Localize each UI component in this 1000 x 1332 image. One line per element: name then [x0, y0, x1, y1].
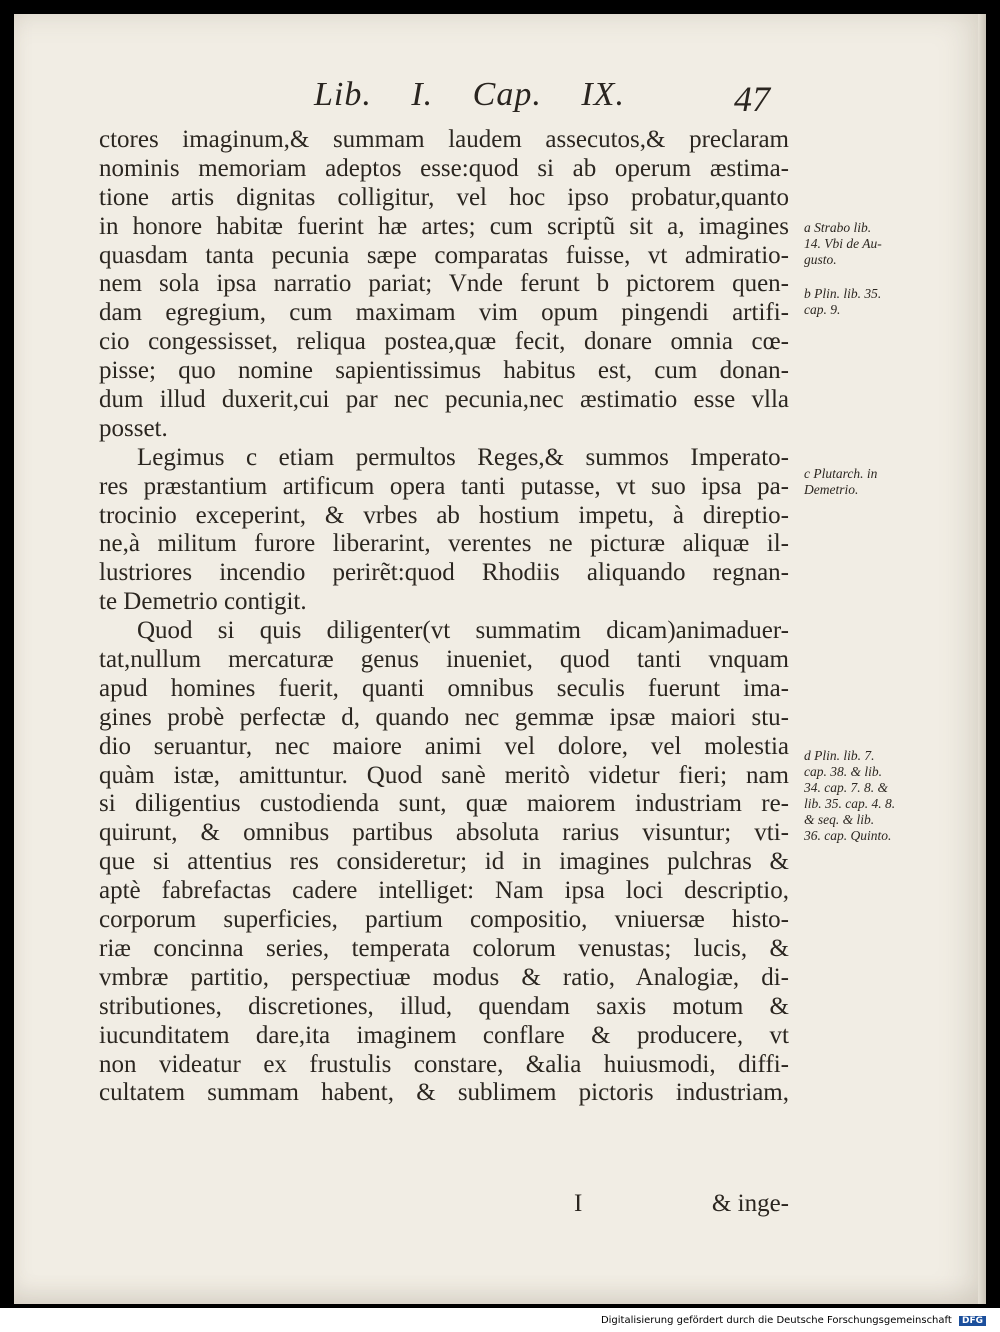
catchword: & inge-: [711, 1190, 789, 1217]
running-head: Lib. I. Cap. IX.: [314, 76, 625, 113]
funding-credit: [597, 1314, 990, 1327]
marginal-note-line: & seq. & lib.: [804, 812, 875, 827]
text-line: aptè fabrefactas cadere intelliget: Nam ipsa loci descriptio,: [99, 877, 789, 905]
text-line: cultatem summam habent, & sublimem pictoris industriam,: [99, 1079, 789, 1107]
text-line: tione artis dignitas colligitur, vel hoc ipso probatur,quanto: [99, 183, 789, 211]
text-line: dum illud duxerit,cui par nec pecunia,nec æstimatio esse vlla: [99, 386, 789, 414]
page-footer: [99, 1190, 789, 1220]
marginal-note-line: lib. 35. cap. 4. 8.: [804, 796, 896, 811]
text-line: nem sola ipsa narratio pariat; Vnde ferunt b pictorem quen-: [99, 270, 789, 298]
text-line: que si attentius res consideretur; id in imagines pulchras &: [99, 848, 789, 876]
text-line: iucunditatem dare,ita imaginem conflare & producere, vt: [99, 1021, 789, 1049]
text-line: apud homines fuerit, quanti omnibus seculis fuerunt ima-: [99, 674, 789, 702]
page-header: [14, 76, 986, 126]
marginal-note-d: [804, 748, 974, 844]
marginal-note-line: b Plin. lib. 35.: [804, 286, 882, 301]
text-line: nominis memoriam adeptos esse:quod si ab operum æstima-: [99, 154, 789, 182]
text-line: in honore habitæ fuerint hæ artes; cum scriptũ sit a, imagines: [99, 212, 789, 240]
text-line: ctores imaginum,& summam laudem assecutos,& preclaram: [99, 126, 789, 153]
marginal-note-line: 14. Vbi de Au-: [804, 236, 882, 251]
marginal-note-line: cap. 9.: [804, 302, 841, 317]
marginal-note-a: [804, 220, 974, 268]
text-line: dio seruantur, nec maiore animi vel dolore, vel molestia: [99, 732, 789, 760]
text-line: non videatur ex frustulis constare, &alia huiusmodi, diffi-: [99, 1050, 789, 1078]
text-line: pisse; quo nomine sapientissimus habitus est, cum donan-: [99, 357, 789, 385]
body-text: [99, 126, 789, 1108]
text-line: quirunt, & omnibus partibus absoluta rarius visuntur; vti-: [99, 819, 789, 847]
marginal-note-line: Demetrio.: [804, 482, 859, 497]
text-line: res præstantium artificum opera tanti putasse, vt suo ipsa pa-: [99, 472, 789, 500]
marginal-note-line: c Plutarch. in: [804, 466, 878, 481]
marginal-note-line: a Strabo lib.: [804, 220, 872, 235]
marginal-note-line: d Plin. lib. 7.: [804, 748, 875, 763]
text-line: tat,nullum mercaturæ genus inueniet, quod tanti vnquam: [99, 646, 789, 674]
text-line: Legimus c etiam permultos Reges,& summos Imperato-: [137, 443, 789, 471]
text-line: trocinio exceperint, & vrbes ab hostium impetu, à direptio-: [99, 501, 789, 529]
text-line: quasdam tanta pecunia sæpe comparatas fuisse, vt admiratio-: [99, 241, 789, 269]
page-number: 47: [734, 79, 770, 119]
book-page: [14, 14, 986, 1304]
text-line: gines probè perfectæ d, quando nec gemmæ ipsæ maiori stu-: [99, 703, 789, 731]
text-line: stributiones, discretiones, illud, quendam saxis motum &: [99, 992, 789, 1020]
text-line: posset.: [99, 414, 168, 442]
credit-text: Digitalisierung gefördert durch die Deutsche Forschungsgemeinschaft: [600, 1315, 952, 1326]
marginal-note-line: 34. cap. 7. 8. &: [804, 780, 888, 795]
marginal-note-c: [804, 466, 974, 498]
signature-mark: I: [574, 1190, 583, 1217]
marginal-note-line: cap. 38. & lib.: [804, 764, 882, 779]
marginal-note-line: gusto.: [804, 252, 837, 267]
text-line: dam egregium, cum maximam vim opum pingendi artifi-: [99, 299, 789, 327]
text-line: ne,à militum furore liberarint, verentes ne picturæ aliquæ il-: [99, 530, 789, 558]
text-line: riæ concinna series, temperata colorum venustas; lucis, &: [99, 934, 789, 962]
text-line: te Demetrio contigit.: [99, 588, 307, 616]
marginal-note-b: [804, 286, 974, 318]
text-line: si diligentius custodienda sunt, quæ maiorem industriam re-: [99, 790, 789, 818]
text-line: cio congessisset, reliqua postea,quæ fecit, donare omnia cœ-: [99, 328, 789, 356]
text-line: quàm istæ, amittuntur. Quod sanè meritò videtur fieri; nam: [99, 761, 789, 789]
text-line: corporum superficies, partium compositio, vniuersæ histo-: [99, 906, 789, 934]
marginal-note-line: 36. cap. Quinto.: [804, 828, 892, 843]
dfg-logo: DFG: [959, 1316, 986, 1326]
text-line: lustriores incendio perirẽt:quod Rhodiis aliquando regnan-: [99, 559, 789, 587]
text-line: vmbræ partitio, perspectiuæ modus & ratio, Analogiæ, di-: [99, 963, 789, 991]
text-line: Quod si quis diligenter(vt summatim dicam)animaduer-: [137, 617, 789, 645]
